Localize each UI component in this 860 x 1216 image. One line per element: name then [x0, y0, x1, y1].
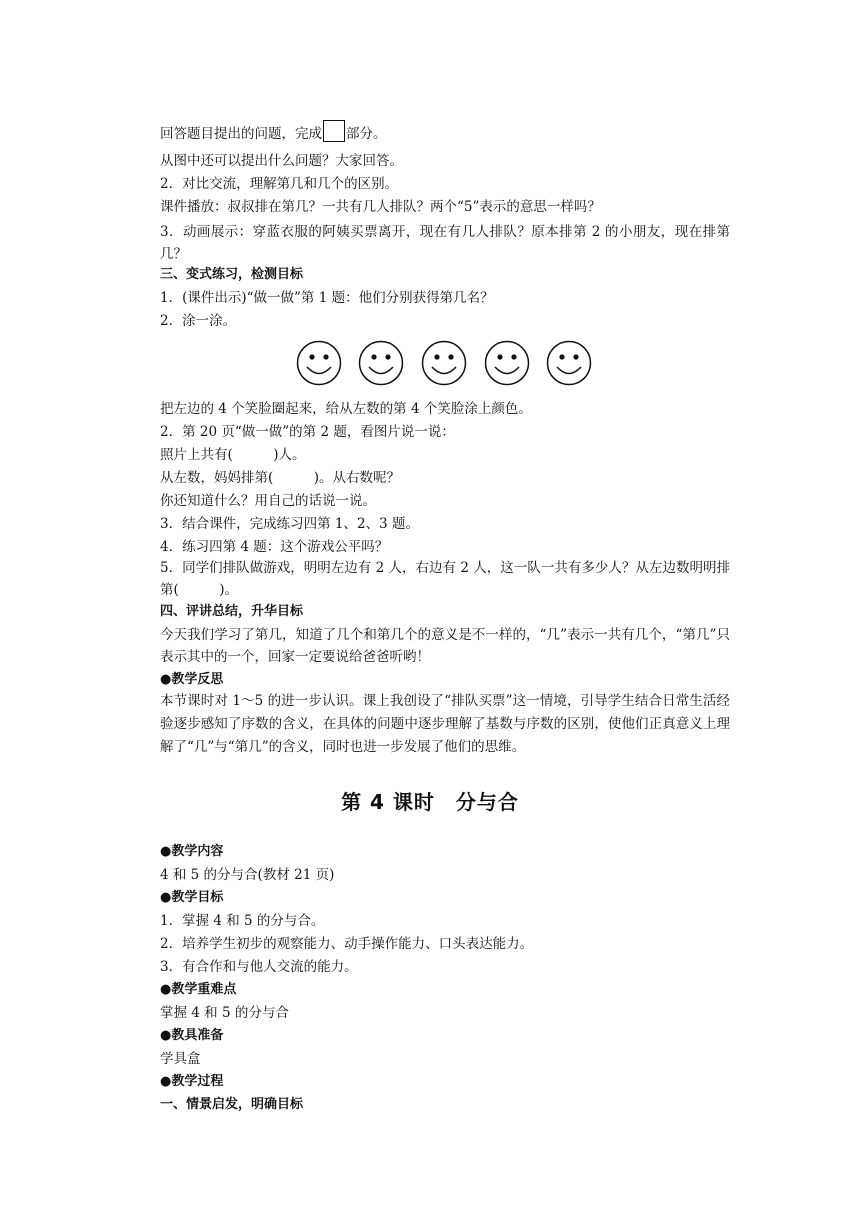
- text-line: 掌握 4 和 5 的分与合: [160, 1005, 289, 1021]
- section-heading: ●教学内容: [160, 844, 224, 859]
- section-heading: ●教具准备: [160, 1028, 224, 1043]
- text-line: [160, 120, 740, 143]
- text-segment: 部分。: [346, 126, 387, 142]
- text-line: 你还知道什么？用自己的话说一说。: [160, 493, 376, 509]
- section-heading: ●教学反思: [160, 672, 224, 687]
- text-segment: 回答题目提出的问题，完成: [160, 126, 322, 142]
- text-line: 从图中还可以提出什么问题？大家回答。: [160, 153, 403, 169]
- section-heading: 四、评讲总结，升华目标: [160, 604, 304, 619]
- section-heading: 一、情景启发，明确目标: [160, 1097, 304, 1112]
- smiley-face-icon: [358, 340, 404, 386]
- section-heading: ●教学目标: [160, 890, 224, 905]
- section-heading: 三、变式练习，检测目标: [160, 267, 304, 282]
- section-heading: ●教学过程: [160, 1074, 224, 1089]
- text-paragraph: 5．同学们排队做游戏，明明左边有 2 人，右边有 2 人，这一队一共有多少人？从左边数明明排第( )。: [160, 560, 730, 598]
- smiley-face-icon: [421, 340, 467, 386]
- answer-box: [323, 120, 345, 142]
- text-line: 2．第 20 页“做一做”的第 2 题，看图片说一说：: [160, 424, 455, 440]
- smiley-face-icon: [484, 340, 530, 386]
- text-paragraph: 本节课时对 1～5 的进一步认识。课上我创设了“排队买票”这一情境，引导学生结合日常生活经验逐步感知了序数的含义，在具体的问题中逐步理解了基数与序数的区别，使他们正真意义上理解了“几”与“第几”的含义，同时也进一步发展了他们的思维。: [160, 693, 730, 755]
- text-line: 课件播放：叔叔排在第几？一共有几人排队？两个“5”表示的意思一样吗？: [160, 199, 601, 215]
- text-line: 把左边的 4 个笑脸圈起来，给从左数的第 4 个笑脸涂上颜色。: [160, 401, 532, 417]
- text-line: 2．对比交流，理解第几和几个的区别。: [160, 176, 399, 192]
- text-line: 2．培养学生初步的观察能力、动手操作能力、口头表达能力。: [160, 936, 534, 952]
- section-heading: ●教学重难点: [160, 982, 237, 997]
- page-title: 第 4 课时 分与合: [341, 790, 519, 814]
- text-line: 照片上共有( )人。: [160, 447, 306, 463]
- text-line: 1．(课件出示)“做一做”第 1 题：他们分别获得第几名？: [160, 290, 494, 306]
- text-paragraph: 今天我们学习了第几，知道了几个和第几个的意义是不一样的，“几”表示一共有几个，“第几”只表示其中的一个，回家一定要说给爸爸听哟！: [160, 627, 730, 665]
- text-line: 从左数，妈妈排第( )。从右数呢？: [160, 470, 401, 486]
- text-line: 3．有合作和与他人交流的能力。: [160, 959, 358, 975]
- smiley-face-icon: [546, 340, 592, 386]
- text-line: 3．结合课件，完成练习四第 1、2、3 题。: [160, 516, 419, 532]
- text-line: 学具盒: [160, 1051, 201, 1067]
- text-paragraph: 3．动画展示：穿蓝衣服的阿姨买票离开，现在有几人排队？原本排第 2 的小朋友，现在排第几？: [160, 224, 730, 262]
- smiley-face-icon: [296, 340, 342, 386]
- text-line: 4．练习四第 4 题：这个游戏公平吗？: [160, 539, 389, 555]
- text-line: 2．涂一涂。: [160, 313, 237, 329]
- text-line: 4 和 5 的分与合(教材 21 页): [160, 867, 335, 883]
- text-line: 1．掌握 4 和 5 的分与合。: [160, 913, 325, 929]
- smiley-face-row: [296, 340, 596, 386]
